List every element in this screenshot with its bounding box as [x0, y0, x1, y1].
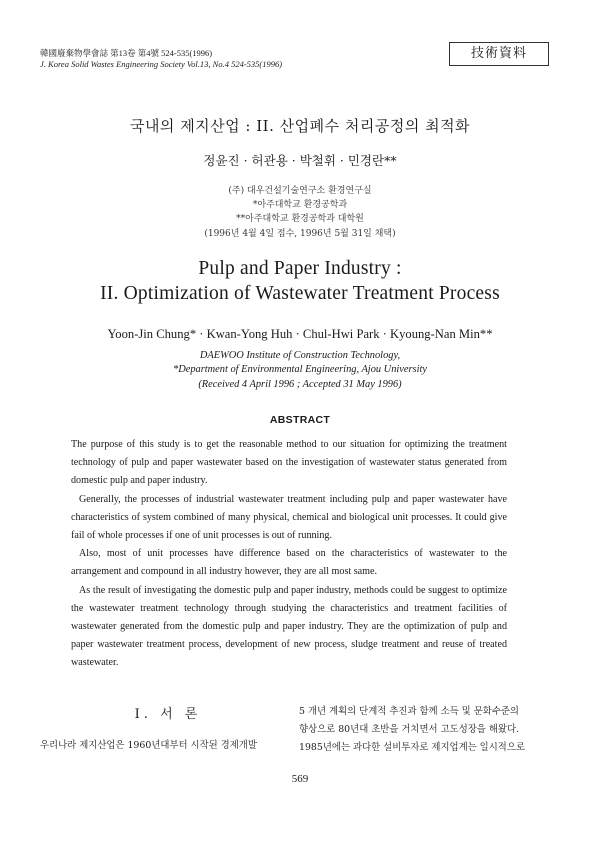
page-number: 569	[291, 773, 309, 785]
abstract-heading: ABSTRACT	[269, 414, 331, 426]
journal-citation-english: J. Korea Solid Wastes Engineering Society Vol.13, No.4 524-535(1996)	[40, 59, 283, 69]
abstract-paragraph-1: The purpose of this study is to get the reasonable method to our situation for optimizing the treatment technology of pulp and paper wastewater based on the investigation of wastewater status generated from domestic pulp and paper industry.	[71, 439, 507, 487]
english-affiliation-1: DAEWOO Institute of Construction Technology,	[199, 350, 401, 361]
intro-right-line-1: 5 개년 계획의 단계적 추진과 함께 소득 및 문화수준의	[299, 706, 519, 717]
document-type-box: 技術資料	[449, 42, 549, 66]
english-affiliation-2: *Department of Environmental Engineering, Ajou University	[173, 364, 427, 375]
abstract-paragraph-3: Also, most of unit processes have difference based on the characteristics of wastewater to the arrangement and compound in all industry however, they are all most same.	[71, 548, 507, 578]
english-dates: (Received 4 April 1996 ; Accepted 31 May 1996)	[198, 379, 402, 390]
korean-affiliation-3: **아주대학교 환경공학과 대학원	[236, 214, 364, 224]
intro-left-column-text: 우리나라 제지산업은 1960년대부터 시작된 경제개발	[40, 740, 257, 751]
abstract-paragraph-4: As the result of investigating the domestic pulp and paper industry, methods could be suggest to optimize the wastewater treatment technology through studying the characteristics and treatment facilities of wastewater generated from the domestic pulp and paper industry. They are the optimization of pulp and paper wastewater treatment process, development of new process, sludge treatment and reuse of treated wastewater.	[71, 584, 507, 669]
english-title-line2: II. Optimization of Wastewater Treatment Process	[100, 283, 500, 304]
english-title-line1: Pulp and Paper Industry :	[198, 258, 402, 279]
english-authors: Yoon-Jin Chung* · Kwan-Yong Huh · Chul-Hwi Park · Kyoung-Nan Min**	[107, 327, 493, 341]
korean-authors: 정윤진 · 허관용 · 박철휘 · 민경란**	[203, 153, 397, 168]
intro-right-line-2: 향상으로 80년대 초반을 거치면서 고도성장을 해왔다.	[299, 724, 519, 735]
section-heading-introduction: I. 서 론	[134, 707, 202, 722]
korean-affiliation-2: *아주대학교 환경공학과	[252, 200, 348, 210]
journal-citation-korean: 韓國廢棄物學會誌 第13卷 第4號 524-535(1996)	[40, 48, 213, 58]
abstract-body	[71, 436, 507, 673]
abstract-paragraph-2: Generally, the processes of industrial wastewater treatment including pulp and paper wastewater have characteristics of system combined of many physical, chemical and biological unit processes. It could give fail of whole processes if one of unit processes is out of running.	[71, 493, 507, 542]
korean-dates: (1996년 4월 4일 접수, 1996년 5월 31일 채택)	[204, 229, 396, 239]
intro-right-line-3: 1985년에는 과다한 설비투자로 제지업계는 일시적으로	[299, 742, 525, 753]
korean-affiliation-1: (주) 대우건설기술연구소 환경연구실	[228, 186, 372, 196]
korean-title: 국내의 제지산업 : II. 산업폐수 처리공정의 최적화	[129, 117, 471, 135]
intro-right-column	[299, 703, 561, 757]
